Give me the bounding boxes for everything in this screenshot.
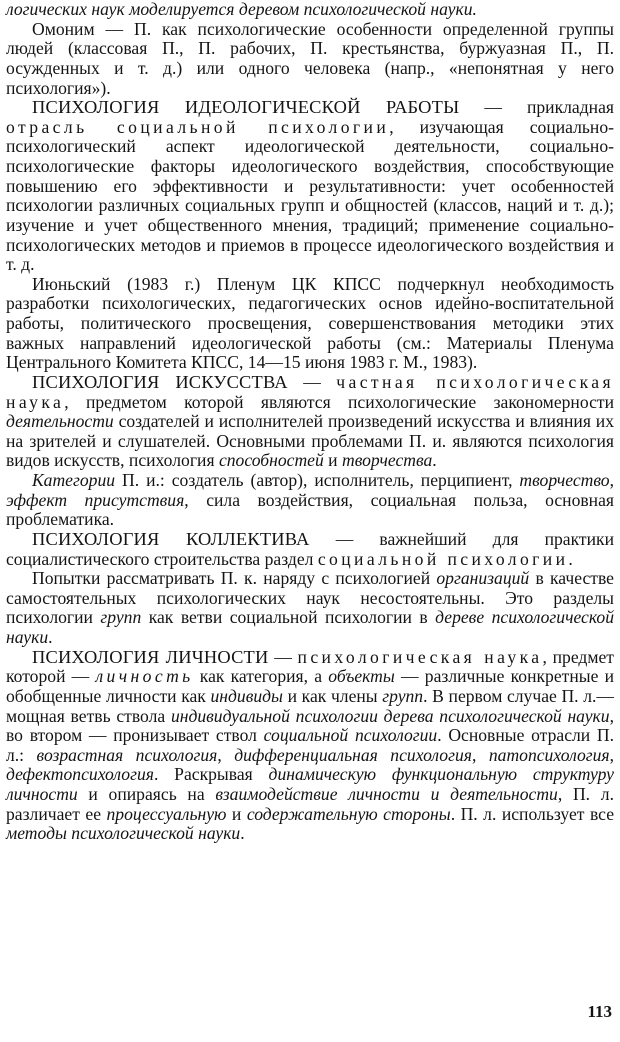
entry-personality-psychology xyxy=(6,648,614,844)
entry-headword: ПСИХОЛОГИЯ ИДЕОЛОГИЧЕСКОЙ РАБОТЫ xyxy=(32,97,460,118)
text-run: , xyxy=(471,744,489,765)
text-run: . Раскрывая xyxy=(153,764,269,785)
spaced-term: отрасль социальной психологии xyxy=(6,116,390,137)
italic-term: объекты xyxy=(328,666,395,687)
spaced-term: личность xyxy=(95,666,194,687)
italic-term: способностей xyxy=(218,450,324,471)
italic-term: взаимодействие личности и деятельности xyxy=(215,784,558,804)
italic-term: социальной психологии xyxy=(263,725,438,746)
italic-term: эффект присутствия xyxy=(6,489,185,510)
text-run: П. и.: создатель (автор), исполнитель, перципиент, xyxy=(115,470,520,490)
entry-collective-psychology xyxy=(6,530,614,569)
text-run: . xyxy=(240,823,245,844)
text-run: и опираясь на xyxy=(77,784,216,804)
text-run: . xyxy=(432,450,437,471)
text-run: — различные конкретные и обобщенные личности как xyxy=(6,666,614,706)
italic-term: процессуальную xyxy=(106,803,227,824)
paragraph-art-categories xyxy=(6,471,614,530)
text-run: в качестве самостоятельных психологических наук несостоятельны. Это разделы психологии xyxy=(6,568,614,628)
text-run: Попытки рассматривать П. к. наряду с психологией xyxy=(32,568,437,589)
text-run: . xyxy=(568,548,573,569)
italic-term: организаций xyxy=(436,568,530,589)
text-run: , сила воздействия, социальная польза, основная проблематика. xyxy=(6,489,614,530)
italic-term: творчества xyxy=(342,450,433,471)
text-run: создателей и исполнителей произведений искусства и влияния их на зрителей и слушателей. Основными проблемами П. и. являются психология видов искусств, психология xyxy=(6,411,614,471)
entry-headword: ПСИХОЛОГИЯ КОЛЛЕКТИВА xyxy=(32,528,310,549)
spaced-term: психологическая наука xyxy=(297,646,543,667)
spaced-term: частная психологическая наука xyxy=(6,371,614,412)
italic-term: Категории xyxy=(32,470,116,490)
text-run: — важнейший для практики социалистического строительства раздел xyxy=(6,528,614,569)
text-run: Омоним — П. как психологические особенности определенной группы людей (классовая П., П. рабочих, П. крестьянства, буржуазная П., П. осужденных и т. д.) или одного человека (напр., «непонятная у него психология»). xyxy=(6,18,614,98)
italic-term: патопсихология xyxy=(488,744,610,765)
italic-term: индивиды xyxy=(210,685,283,706)
text-run: , П. л. различает ее xyxy=(6,784,614,824)
text-run: . В первом случае П. л.— мощная ветвь ствола xyxy=(6,685,614,726)
italic-term: возрастная психология xyxy=(36,744,218,765)
text-run: — xyxy=(287,371,337,392)
text-run: , во втором — пронизывает ствол xyxy=(6,705,614,746)
paragraph-plenum xyxy=(6,275,614,373)
italic-term: индивидуальной психологии дерева психологической науки xyxy=(170,705,610,726)
text-run: . П. л. использует все xyxy=(450,803,614,824)
text-run: — xyxy=(268,646,298,667)
entry-headword: ПСИХОЛОГИЯ ИСКУССТВА xyxy=(32,371,288,392)
italic-term: логических наук моделируется деревом психологической науки. xyxy=(6,0,477,19)
italic-term: содержательную стороны xyxy=(246,803,451,824)
text-run: , предметом которой являются психологические закономерности xyxy=(64,391,614,412)
text-run: как категория, а xyxy=(193,666,329,687)
text-run: Июньский (1983 г.) Пленум ЦК КПСС подчеркнул необходимость разработки психологических, педагогических основ идейно-воспитательной работы, политического просвещения, совершенствования методики этих важных направлений идеологической работы (см.: Материалы Пленума Центрального Комитета КПСС, 14—15 июня 1983 г. М., 1983). xyxy=(6,273,614,373)
text-run: , xyxy=(609,470,614,490)
italic-term: дифференциальная психология xyxy=(234,744,472,765)
italic-term: творчество xyxy=(519,470,610,490)
text-run: и xyxy=(323,450,342,471)
text-run: и xyxy=(226,803,247,824)
italic-term: динамическую функциональную структуру личности xyxy=(6,764,614,804)
italic-term: групп xyxy=(100,607,142,628)
text-run: , xyxy=(217,744,235,765)
italic-term: деятельности xyxy=(6,411,114,432)
page-number: 113 xyxy=(587,1002,612,1021)
italic-term: методы психологической науки xyxy=(6,823,241,844)
entry-psychology-of-art xyxy=(6,373,614,471)
text-run: и как члены xyxy=(282,685,383,706)
italic-term: дереве психологической науки xyxy=(6,607,614,647)
italic-term: групп xyxy=(382,685,424,706)
text-run: . Основные отрасли П. л.: xyxy=(6,725,615,765)
paragraph-continuation xyxy=(6,0,614,20)
spaced-term: социальной психологии xyxy=(317,548,569,569)
page-body xyxy=(6,0,614,844)
entry-ideological-work xyxy=(6,98,614,275)
text-run: , изучающая социально-психологический аспект идеологической деятельности, социально-психологические факторы идеологического воздействия, способствующие повышению его эффективности и результативности: учет особенностей психологии различных социальных групп и общностей (классов, наций и т. д.); изучение и учет общественного мнения, традиций; применение социально-психологических методов и приемов в процессе идеологического воздействия и т. д. xyxy=(6,116,615,275)
italic-term: дефектопсихология xyxy=(6,764,154,785)
text-run: , xyxy=(609,744,615,765)
text-run: как ветви социальной психологии в xyxy=(141,607,436,628)
text-run: , предмет которой — xyxy=(6,646,614,687)
paragraph-homonym xyxy=(6,20,614,99)
text-run: . xyxy=(48,627,53,647)
text-run: — прикладная xyxy=(459,97,614,118)
entry-headword: ПСИХОЛОГИЯ ЛИЧНОСТИ xyxy=(32,646,269,667)
paragraph-collective-note xyxy=(6,569,614,648)
